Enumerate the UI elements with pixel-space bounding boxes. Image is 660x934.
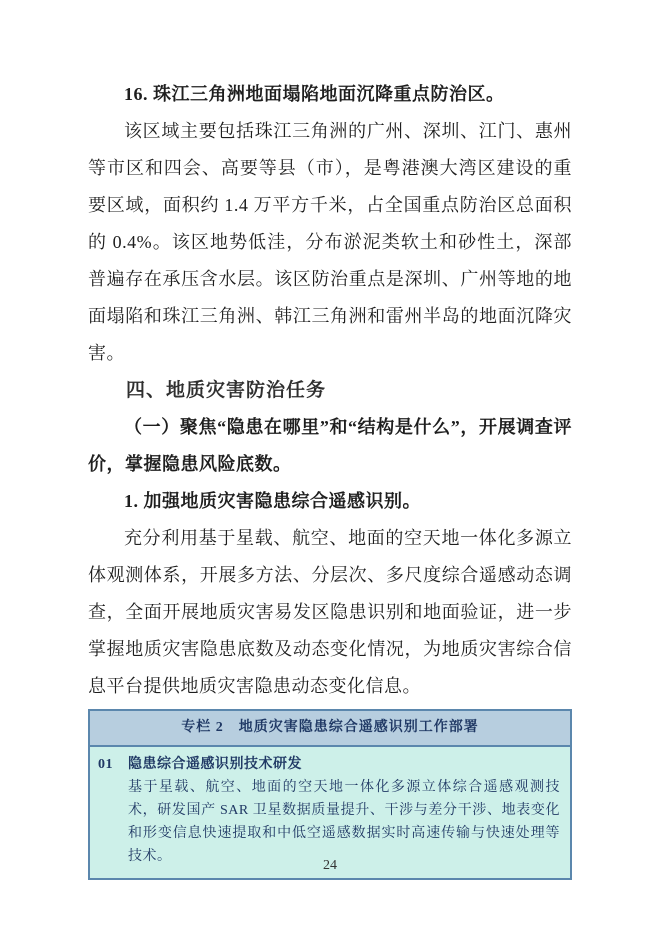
subsection-heading: （一）聚焦“隐患在哪里”和“结构是什么”，开展调查评价，掌握隐患风险底数。 — [88, 417, 572, 474]
task-1-paragraph: 充分利用基于星载、航空、地面的空天地一体化多源立体观测体系，开展多方法、分层次、多尺度综合遥感动态调查，全面开展地质灾害易发区隐患识别和地面验证，进一步掌握地质灾害隐患底数及动态变化情况，为地质灾害综合信息平台提供地质灾害隐患动态变化信息。 — [88, 528, 572, 696]
callout-item-title: 隐患综合遥感识别技术研发 — [128, 757, 302, 772]
callout-box — [88, 709, 572, 880]
task-1-heading: 1. 加强地质灾害隐患综合遥感识别。 — [124, 491, 421, 511]
callout-item-number: 01 — [98, 757, 113, 772]
callout-item-text: 基于星载、航空、地面的空天地一体化多源立体综合遥感观测技术，研发国产 SAR 卫星数据质量提升、干涉与差分干涉、地表变化和形变信息快速提取和中低空遥感数据实时高速传输与快速处理等技术。 — [128, 780, 560, 864]
section-16-heading: 16. 珠江三角洲地面塌陷地面沉降重点防治区。 — [124, 84, 505, 104]
chapter-heading: 四、地质灾害防治任务 — [126, 380, 327, 401]
page-content — [88, 76, 572, 880]
callout-box-title: 专栏 2 地质灾害隐患综合遥感识别工作部署 — [90, 711, 570, 747]
section-16-paragraph: 该区域主要包括珠江三角洲的广州、深圳、江门、惠州等市区和四会、高要等县（市），是粤港澳大湾区建设的重要区域，面积约 1.4 万平方千米，占全国重点防治区总面积的 0.4%。该区地势低洼，分布淤泥类软土和砂性土，深部普遍存在承压含水层。该区防治重点是深圳、广州等地的地面塌陷和珠江三角洲、韩江三角洲和雷州半岛的地面沉降灾害。 — [88, 121, 572, 363]
page-number: 24 — [323, 858, 337, 873]
callout-item-heading — [98, 753, 560, 776]
